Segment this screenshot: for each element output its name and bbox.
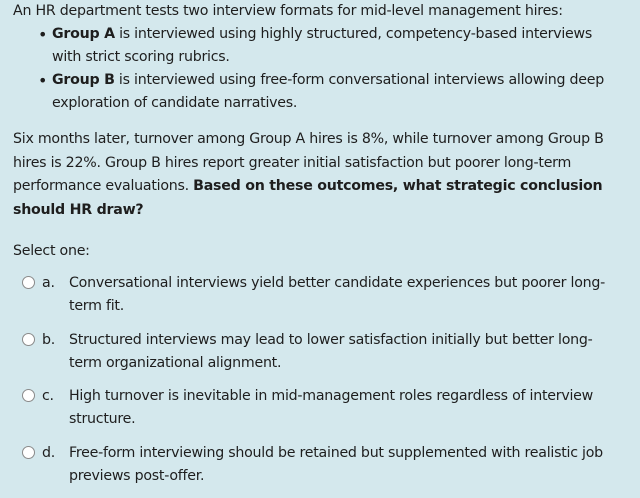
option-text[interactable]	[69, 442, 629, 487]
scenario-question-bold: Based on these outcomes, what strategic conclusion	[193, 178, 603, 194]
bullet-dot-icon: •	[38, 71, 48, 90]
scenario-line: Six months later, turnover among Group A hires is 8%, while turnover among Group B	[13, 131, 604, 147]
option-line: High turnover is inevitable in mid-management roles regardless of interview	[69, 388, 593, 404]
option-line: structure.	[69, 410, 136, 427]
group-a-label: Group A	[52, 26, 115, 42]
radio-d[interactable]	[22, 446, 35, 459]
option-letter: a.	[42, 275, 55, 291]
scenario-line: performance evaluations.	[13, 178, 194, 194]
bullet-b-line1: is interviewed using free-form conversational interviews allowing deep	[114, 72, 604, 88]
scenario-line: hires is 22%. Group B hires report greater initial satisfaction but poorer long-term	[13, 154, 572, 171]
bullet-a-line1: is interviewed using highly structured, competency-based interviews	[114, 26, 593, 42]
bullet-text	[52, 23, 628, 69]
option-letter: d.	[42, 445, 56, 461]
option-line: term organizational alignment.	[69, 354, 282, 371]
option-text[interactable]	[69, 272, 629, 317]
question-scenario	[13, 128, 628, 222]
option-line: previews post-offer.	[69, 467, 205, 484]
group-b-label: Group B	[52, 72, 115, 88]
option-line: Free-form interviewing should be retained but supplemented with realistic job	[69, 445, 603, 461]
bullet-b-line2: exploration of candidate narratives.	[52, 95, 298, 111]
radio-a[interactable]	[22, 276, 35, 289]
bullet-text	[52, 69, 628, 115]
option-letter: b.	[42, 332, 56, 348]
radio-c[interactable]	[22, 389, 35, 402]
option-letter: c.	[42, 388, 54, 404]
option-line: Structured interviews may lead to lower satisfaction initially but better long-	[69, 332, 593, 348]
option-line: Conversational interviews yield better candidate experiences but poorer long-	[69, 275, 606, 291]
scenario-question-bold: should HR draw?	[13, 201, 144, 218]
radio-b[interactable]	[22, 333, 35, 346]
option-text[interactable]	[69, 385, 629, 430]
select-prompt: Select one:	[13, 243, 90, 259]
question-intro: An HR department tests two interview formats for mid-level management hires:	[13, 3, 563, 19]
option-text[interactable]	[69, 329, 629, 374]
bullet-a-line2: with strict scoring rubrics.	[52, 49, 230, 65]
option-line: term fit.	[69, 297, 124, 314]
bullet-dot-icon: •	[38, 25, 48, 44]
